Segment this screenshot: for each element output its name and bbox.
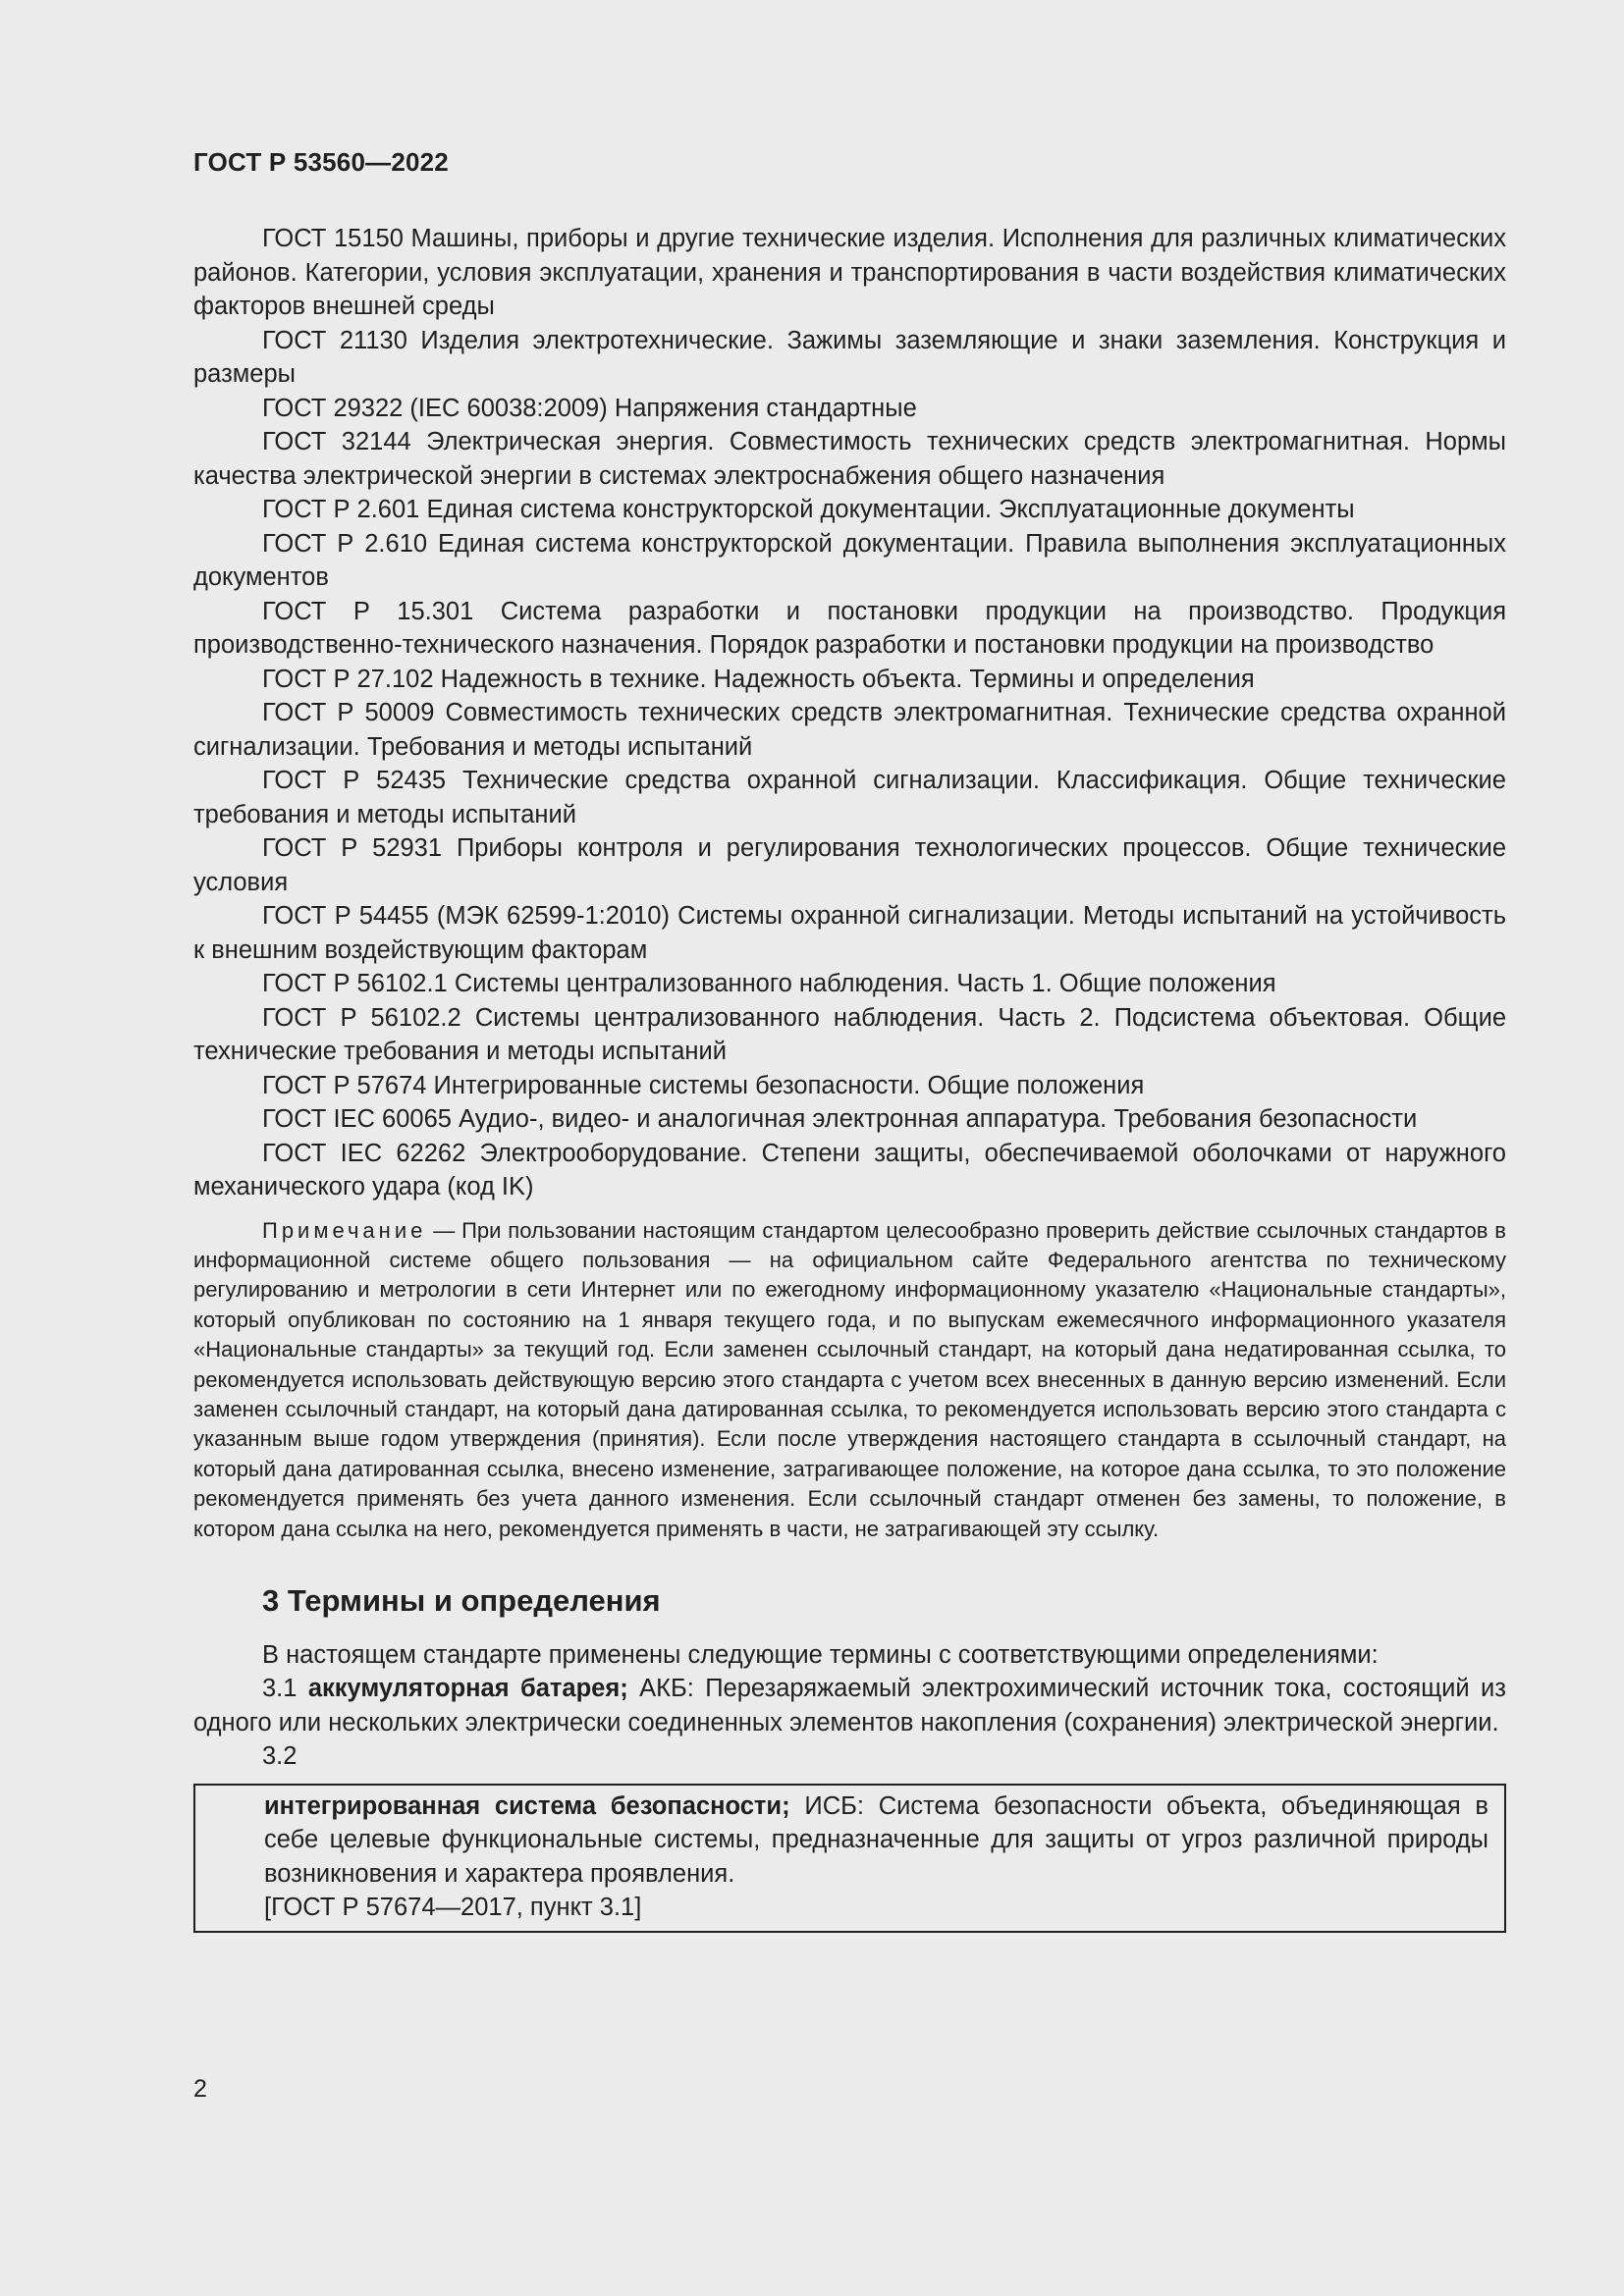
reference-code: ГОСТ 21130 <box>262 326 407 354</box>
reference-title: Технические средства охранной сигнализации. Классификация. Общие технические требования и методы испытаний <box>193 767 1506 828</box>
reference-code: ГОСТ Р 52435 <box>262 767 447 794</box>
reference-title: Единая система конструкторской документации. Эксплуатационные документы <box>426 496 1355 523</box>
quoted-term-box <box>193 1784 1506 1933</box>
reference-code: ГОСТ Р 54455 (МЭК 62599-1:2010) <box>262 902 670 930</box>
reference-code: ГОСТ Р 2.601 <box>262 496 420 523</box>
reference-item <box>193 392 1506 426</box>
reference-item <box>193 493 1506 527</box>
reference-title: Электрооборудование. Степени защиты, обеспечиваемой оболочками от наружного механического удара (код IK) <box>193 1139 1506 1201</box>
reference-code: ГОСТ Р 56102.1 <box>262 970 448 997</box>
document-header: ГОСТ Р 53560—2022 <box>193 147 449 177</box>
reference-code: ГОСТ Р 2.610 <box>262 529 428 558</box>
reference-title: Надежность в технике. Надежность объекта. Термины и определения <box>440 665 1255 693</box>
term-entry <box>264 1789 1489 1892</box>
reference-code: ГОСТ Р 15.301 <box>262 597 474 625</box>
references-note <box>193 1216 1506 1544</box>
term-definition: ИСБ: Система безопасности объекта, объединяющая в себе целевые функциональные системы, предназначенные для защиты от угроз различной природы возникновения и характера проявления. <box>264 1791 1489 1888</box>
reference-code: ГОСТ IEC 60065 <box>262 1105 452 1133</box>
document-body <box>193 222 1506 1933</box>
note-text: — При пользовании настоящим стандартом целесообразно проверить действие ссылочных стандартов в информационной системе общего пользования — на официальном сайте Федерального агентства по техническому регулированию и метрологии в сети Интернет или по ежегодному информационному указателю «Национальные стандарты», который опубликован по состоянию на 1 января текущего года, и по выпускам ежемесячного информационного указателя «Национальные стандарты» за текущий год. Если заменен ссылочный стандарт, на который дана недатированная ссылка, то рекомендуется использовать действующую версию этого стандарта с учетом всех внесенных в данную версию изменений. Если заменен ссылочный стандарт, на который дана датированная ссылка, то рекомендуется использовать версию этого стандарта с указанным выше годом утверждения (принятия). Если после утверждения настоящего стандарта в ссылочный стандарт, на который дана датированная ссылка, внесено изменение, затрагивающее положение, на которое дана ссылка, то это положение рекомендуется применять без учета данного изменения. Если ссылочный стандарт отменен без замены, то положение, в котором дана ссылка на него, рекомендуется применять в части, не затрагивающей эту ссылку. <box>193 1217 1506 1541</box>
section-heading: 3 Термины и определения <box>262 1582 661 1618</box>
section-intro: В настоящем стандарте применены следующие термины с соответствующими определениями: <box>262 1640 1379 1669</box>
reference-item <box>193 1069 1506 1103</box>
reference-title: Приборы контроля и регулирования технологических процессов. Общие технические условия <box>193 834 1506 896</box>
reference-item <box>193 222 1506 324</box>
reference-item <box>193 764 1506 831</box>
reference-code: ГОСТ Р 56102.2 <box>262 1003 461 1032</box>
reference-title: Система разработки и постановки продукции на производство. Продукция производственно-технического назначения. Порядок разработки и постановки продукции на производство <box>193 597 1507 659</box>
term-definition: АКБ: Перезаряжаемый электрохимический источник тока, состоящий из одного или нескольких электрически соединенных элементов накопления (сохранения) электрической энергии. <box>193 1675 1506 1736</box>
reference-item <box>193 1137 1506 1204</box>
reference-code: ГОСТ 32144 <box>262 428 411 455</box>
reference-title: Системы охранной сигнализации. Методы испытаний на устойчивость к внешним воздействующим факторам <box>193 902 1506 964</box>
reference-title: Интегрированные системы безопасности. Общие положения <box>433 1071 1145 1099</box>
reference-title: Аудио-, видео- и аналогичная электронная аппаратура. Требования безопасности <box>459 1105 1418 1133</box>
reference-title: Системы централизованного наблюдения. Часть 1. Общие положения <box>454 970 1276 997</box>
reference-code: ГОСТ Р 52931 <box>262 834 443 862</box>
term-source: [ГОСТ Р 57674—2017, пункт 3.1] <box>264 1894 642 1922</box>
reference-item <box>193 696 1506 764</box>
reference-item <box>193 967 1506 1001</box>
reference-item <box>193 663 1506 697</box>
reference-title: Машины, приборы и другие технические изделия. Исполнения для различных климатических районов. Категории, условия эксплуатации, хранения и транспортирования в части воздействия климатических факторов внешней среды <box>193 225 1506 320</box>
reference-code: ГОСТ 15150 <box>262 225 404 252</box>
reference-item <box>193 595 1506 663</box>
note-label: Примечание <box>262 1217 427 1243</box>
term-name: интегрированная система безопасности; <box>264 1791 790 1820</box>
reference-item <box>193 1102 1506 1137</box>
reference-code: ГОСТ 29322 (IEC 60038:2009) <box>262 394 608 422</box>
reference-item <box>193 831 1506 899</box>
reference-title: Системы централизованного наблюдения. Часть 2. Подсистема объектовая. Общие технические требования и методы испытаний <box>193 1003 1507 1065</box>
reference-code: ГОСТ Р 57674 <box>262 1071 427 1099</box>
page-number: 2 <box>193 2075 207 2103</box>
term-name: аккумуляторная батарея; <box>307 1675 628 1703</box>
term-number: 3.1 <box>262 1675 298 1703</box>
reference-code: ГОСТ Р 27.102 <box>262 665 434 693</box>
reference-title: Единая система конструкторской документации. Правила выполнения эксплуатационных документов <box>193 529 1506 591</box>
reference-title: Напряжения стандартные <box>614 394 917 422</box>
reference-code: ГОСТ IEC 62262 <box>262 1139 466 1167</box>
reference-item <box>193 899 1506 967</box>
reference-title: Изделия электротехнические. Зажимы заземляющие и знаки заземления. Конструкция и размеры <box>193 326 1506 388</box>
term-entry <box>193 1672 1506 1739</box>
reference-code: ГОСТ Р 50009 <box>262 699 435 726</box>
term-number: 3.2 <box>262 1742 298 1771</box>
reference-title: Совместимость технических средств электромагнитная. Технические средства охранной сигнализации. Требования и методы испытаний <box>193 699 1506 761</box>
reference-item <box>193 527 1506 595</box>
references-list <box>193 222 1506 1204</box>
reference-title: Электрическая энергия. Совместимость технических средств электромагнитная. Нормы качества электрической энергии в системах электроснабжения общего назначения <box>193 428 1506 490</box>
reference-item <box>193 425 1506 493</box>
reference-item <box>193 1001 1506 1069</box>
reference-item <box>193 324 1506 392</box>
